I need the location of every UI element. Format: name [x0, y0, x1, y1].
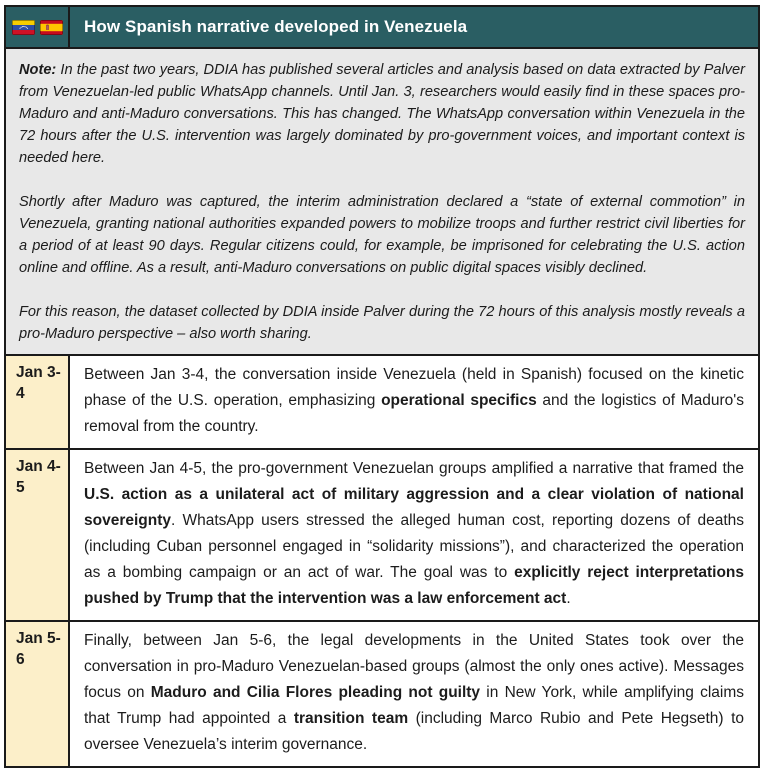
- table-row-jan-4-5: [6, 448, 758, 620]
- row-text: Between Jan 3-4, the conversation inside Venezuela (held in Spanish) focused on the kinetic phase of the U.S. operation, emphasizing operational specifics and the logistics of Maduro's removal from the country.: [84, 366, 744, 435]
- date-label: Jan 3-4: [6, 356, 70, 448]
- note-paragraph-1: Note: In the past two years, DDIA has published several articles and analysis based on data extracted by Palver from Venezuelan-led public WhatsApp channels. Until Jan. 3, researchers would easily find in these spaces pro-Maduro and anti-Maduro conversations. This has changed. The WhatsApp conversation within Venezuela in the 72 hours after the U.S. intervention was largely dominated by pro-government voices, and important context is needed here.: [19, 62, 745, 166]
- table-header: [6, 7, 758, 47]
- note-paragraph-2: Shortly after Maduro was captured, the interim administration declared a “state of external commotion” in Venezuela, granting national authorities expanded powers to mobilize troops and further restrict civil liberties for a period of at least 90 days. Regular citizens could, for example, be imprisoned for celebrating the U.S. action online and offline. As a result, anti-Maduro conversations on public digital spaces visibly declined.: [19, 194, 745, 276]
- table-row-jan-3-4: [6, 354, 758, 448]
- row-text: Between Jan 4-5, the pro-government Venezuelan groups amplified a narrative that framed the U.S. action as a unilateral act of military aggression and a clear violation of national sovereignty. WhatsApp users stressed the alleged human cost, reporting dozens of deaths (including Cuban personnel engaged in “solidarity missions”), and characterized the operation as a bombing campaign or an act of war. The goal was to explicitly reject interpretations pushed by Trump that the intervention was a law enforcement act.: [84, 460, 745, 607]
- date-label: Jan 4-5: [6, 450, 70, 620]
- date-label: Jan 5-6: [6, 622, 70, 766]
- row-text: Finally, between Jan 5-6, the legal developments in the United States took over the conversation in pro-Maduro Venezuelan-based groups (almost the only ones active). Messages focus on Maduro and Cilia Flores pleading not guilty in New York, while amplifying claims that Trump had appointed a transition team (including Marco Rubio and Pete Hegseth) to oversee Venezuela’s interim governance.: [84, 632, 745, 753]
- note-block: [6, 47, 758, 354]
- note-paragraph-3: For this reason, the dataset collected by DDIA inside Palver during the 72 hours of this analysis mostly reveals a pro-Maduro perspective – also worth sharing.: [19, 304, 745, 342]
- flags-cell: [6, 7, 70, 47]
- spain-flag-icon: [40, 20, 63, 35]
- page-title: How Spanish narrative developed in Venezuela: [84, 17, 468, 36]
- table-row-jan-5-6: [6, 620, 758, 766]
- venezuela-flag-icon: [12, 20, 35, 35]
- narrative-table: [4, 5, 760, 768]
